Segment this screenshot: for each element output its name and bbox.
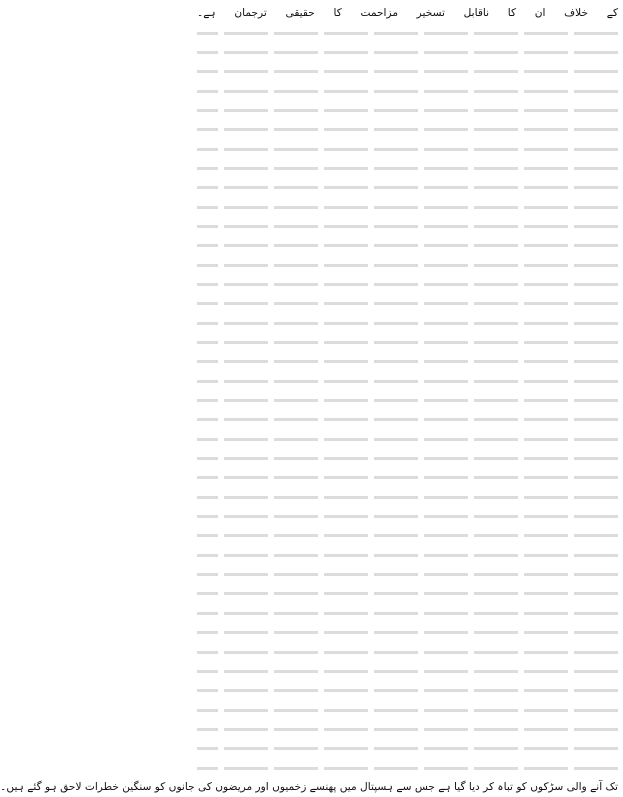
- article-line: [197, 43, 618, 62]
- article-line: [197, 739, 618, 758]
- article-line: [197, 139, 618, 158]
- article-line: [197, 700, 618, 719]
- article-line: [197, 488, 618, 507]
- article-line: [197, 584, 618, 603]
- article-line: [197, 372, 618, 391]
- article-line: [197, 565, 618, 584]
- article-line: [197, 681, 618, 700]
- article-line: [197, 23, 618, 42]
- article-line: [197, 642, 618, 661]
- article-line: [197, 197, 618, 216]
- article-line: [197, 720, 618, 739]
- article-line: [197, 236, 618, 255]
- article-body: [0, 4, 618, 797]
- article-line: [197, 120, 618, 139]
- article-line: [197, 526, 618, 545]
- article-line: [197, 758, 618, 777]
- article-line: [197, 468, 618, 487]
- article-line: [197, 507, 618, 526]
- article-line: [197, 333, 618, 352]
- article-line: [197, 391, 618, 410]
- article-line: [197, 546, 618, 565]
- article-line: کے خلاف ان کا ناقابل تسخیر مزاحمت کا حقیقی ترجمان ہے۔: [197, 7, 618, 19]
- article-line: [197, 662, 618, 681]
- article-line: [197, 255, 618, 274]
- article-line: [197, 81, 618, 100]
- article-line: [197, 178, 618, 197]
- article-line: [197, 623, 618, 642]
- article-line: [197, 217, 618, 236]
- article-line: [197, 604, 618, 623]
- article-line: [197, 159, 618, 178]
- article-line: [197, 352, 618, 371]
- article-line: [197, 430, 618, 449]
- article-line: [197, 275, 618, 294]
- article-line: [197, 410, 618, 429]
- article-line: [197, 449, 618, 468]
- article-line: [197, 314, 618, 333]
- article-line: [197, 101, 618, 120]
- article-line: تک آنے والی سڑکوں کو تباہ کر دیا گیا ہے جس سے ہسپتال میں پھنسے زخمیوں اور مریضوں کی جانوں کو سنگین خطرات لاحق ہو گئے ہیں۔: [0, 780, 618, 793]
- article-line: [197, 294, 618, 313]
- article-line: [197, 62, 618, 81]
